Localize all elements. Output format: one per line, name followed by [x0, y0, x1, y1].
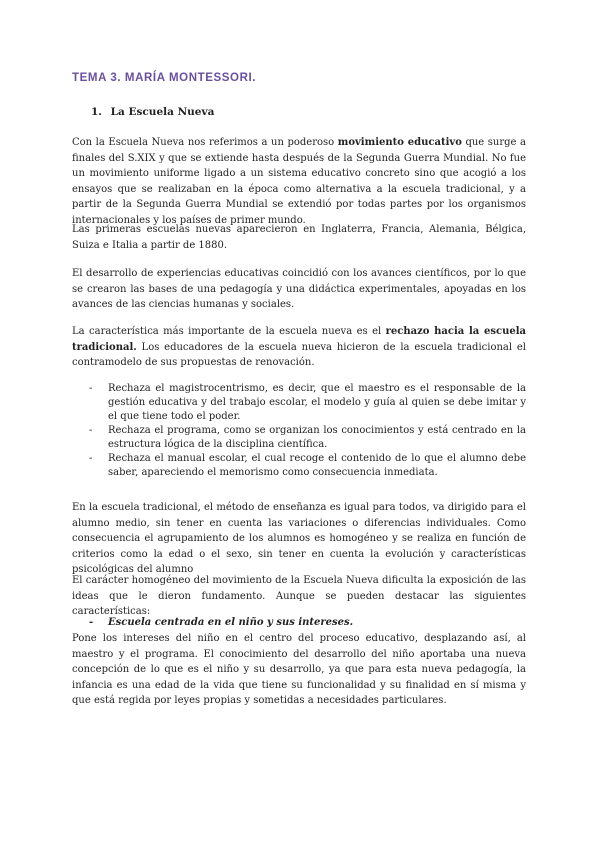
paragraph-6: El carácter homogéneo del movimiento de la Escuela Nueva dificulta la exposición de las ideas que le dieron fundamento. Aunque se pueden destacar las siguientes características: [72, 575, 526, 618]
bullet-dash: - [89, 425, 93, 436]
list-item-text: Rechaza el manual escolar, el cual recoge el contenido de lo que el alumno debe saber, apareciendo el memorismo como consecuencia inmediata. [108, 453, 526, 478]
paragraph-1-text-end: que surge a finales del S.XIX y que se extiende hasta después de la Segunda Guerra Mundial. No fue un movimiento uniforme ligado a un sistema educativo concreto sino que acogió a los ensayos que se realizaban en la época como alternativa a la escuela tradicional, y a partir de la Segunda Guerra Mundial se extendió por todas partes por los organismos internacionales y los países de primer mundo. [72, 137, 526, 226]
rejection-list [72, 382, 526, 480]
paragraph-4-text-start: La característica más importante de la escuela nueva es el [72, 326, 386, 337]
paragraph-4-emphasis: rechazo hacia la escuela tradicional. [72, 326, 526, 353]
feature-heading [72, 617, 353, 628]
paragraph-2: Las primeras escuelas nuevas aparecieron en Inglaterra, Francia, Alemania, Bélgica, Suiza e Italia a partir de 1880. [72, 224, 526, 251]
section-title: La Escuela Nueva [110, 106, 215, 118]
paragraph-4-text-end: Los educadores de la escuela nueva hicieron de la escuela tradicional el contramodelo de sus propuestas de renovación. [72, 341, 526, 369]
feature-heading-text: Escuela centrada en el niño y sus intereses. [108, 617, 354, 628]
bullet-dash: - [89, 383, 93, 394]
list-item [72, 424, 526, 452]
list-item-text: Rechaza el magistrocentrismo, es decir, que el maestro es el responsable de la gestión educativa y del trabajo escolar, el modelo y guía al quien se debe imitar y el que tiene todo el poder. [108, 383, 526, 422]
paragraph-7: Pone los intereses del niño en el centro del proceso educativo, desplazando así, al maestro y el programa. El conocimiento del desarrollo del niño aportaba una nueva concepción de lo que es el niño y su desarrollo, ya que para esta nueva pedagogía, la infancia es una edad de la vida que tiene su funcionalidad y su finalidad en sí misma y que está regida por leyes propias y sometidas a necesidades particulares. [72, 633, 526, 707]
list-item-text: Rechaza el programa, como se organizan los conocimientos y está centrado en la estructura lógica de la disciplina científica. [108, 425, 526, 450]
paragraph-1-emphasis: movimiento educativo [337, 137, 462, 148]
section-number: 1. [91, 106, 102, 118]
bullet-dash: - [89, 617, 94, 628]
section-heading [91, 106, 214, 118]
paragraph-1 [72, 135, 526, 229]
paragraph-1-text-start: Con la Escuela Nueva nos referimos a un poderoso [72, 137, 338, 148]
bullet-dash: - [89, 453, 93, 464]
paragraph-5: En la escuela tradicional, el método de enseñanza es igual para todos, va dirigido para el alumno medio, sin tener en cuenta las variaciones o diferencias individuales. Como consecuencia el agrupamiento de los alumnos es homogéneo y se realiza en función de criterios como la edad o el sexo, sin tener en cuenta la evolución y características psicológicas del alumno [72, 502, 526, 576]
page-title: TEMA 3. MARÍA MONTESSORI. [72, 72, 257, 84]
paragraph-4 [72, 324, 526, 371]
list-item [72, 452, 526, 480]
list-item [72, 382, 526, 424]
paragraph-3: El desarrollo de experiencias educativas coincidió con los avances científicos, por lo que se crearon las bases de una pedagogía y una didáctica experimentales, apoyadas en los avances de las ciencias humanas y sociales. [72, 268, 526, 311]
